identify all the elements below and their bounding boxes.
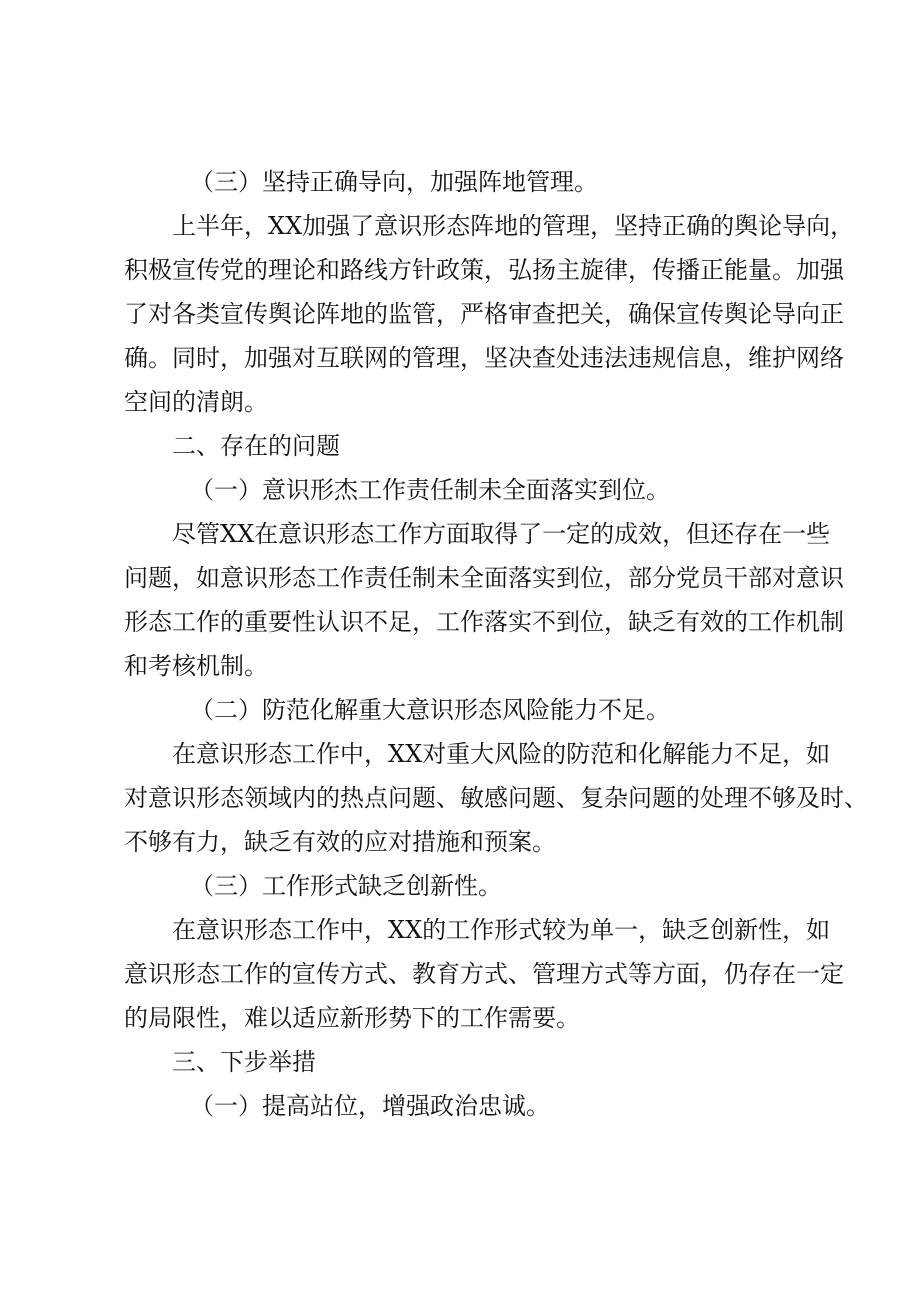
paragraph-line: 的局限性，难以适应新形势下的工作需要。 bbox=[124, 1004, 580, 1032]
paragraph-line: 尽管XX在意识形态工作方面取得了一定的成效，但还存在一些 bbox=[172, 520, 831, 548]
section-heading: （三）坚持正确导向，加强阵地管理。 bbox=[190, 168, 598, 196]
section-heading: （一）提高站位，增强政治忠诚。 bbox=[190, 1092, 550, 1120]
paragraph-line: 对意识形态领域内的热点问题、敏感问题、复杂问题的处理不够及时、 bbox=[124, 784, 868, 812]
paragraph-line: 在意识形态工作中，XX的工作形式较为单一，缺乏创新性，如 bbox=[172, 916, 831, 944]
section-heading: （三）工作形式缺乏创新性。 bbox=[190, 872, 502, 900]
paragraph-line: 空间的清朗。 bbox=[124, 388, 268, 416]
paragraph-line: 不够有力，缺乏有效的应对措施和预案。 bbox=[124, 828, 556, 856]
paragraph-line: 在意识形态工作中，XX对重大风险的防范和化解能力不足，如 bbox=[172, 740, 831, 768]
paragraph-line: 和考核机制。 bbox=[124, 652, 268, 680]
paragraph-line: 意识形态工作的宣传方式、教育方式、管理方式等方面，仍存在一定 bbox=[124, 960, 844, 988]
chapter-heading: 二、存在的问题 bbox=[172, 432, 340, 460]
paragraph-line: 确。同时，加强对互联网的管理，坚决查处违法违规信息，维护网络 bbox=[124, 344, 844, 372]
paragraph-line: 了对各类宣传舆论阵地的监管，严格审查把关，确保宣传舆论导向正 bbox=[124, 300, 844, 328]
paragraph-line: 上半年，XX加强了意识形态阵地的管理，坚持正确的舆论导向， bbox=[172, 212, 855, 240]
section-heading: （一）意识形杰工作责任制未全面落实到位。 bbox=[190, 476, 670, 504]
chapter-heading: 三、下步举措 bbox=[172, 1048, 316, 1076]
paragraph-line: 积极宣传党的理论和路线方针政策，弘扬主旋律，传播正能量。加强 bbox=[124, 256, 844, 284]
section-heading: （二）防范化解重大意识形态风险能力不足。 bbox=[190, 696, 670, 724]
paragraph-line: 形态工作的重要性认识不足，工作落实不到位，缺乏有效的工作机制 bbox=[124, 608, 844, 636]
paragraph-line: 问题，如意识形态工作责任制未全面落实到位，部分党员干部对意识 bbox=[124, 564, 844, 592]
